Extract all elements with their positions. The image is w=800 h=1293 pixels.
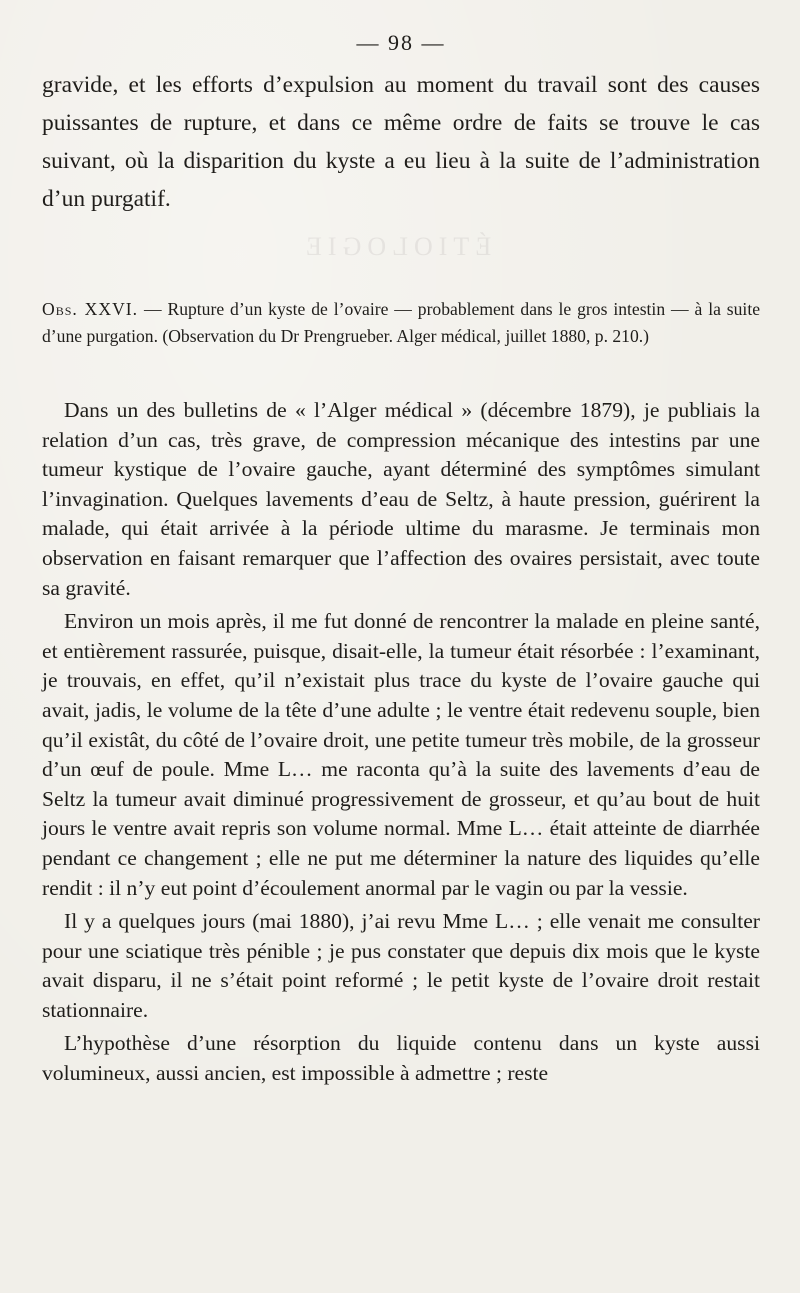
paragraph: Il y a quelques jours (mai 1880), j’ai revu Mme L… ; elle venait me consulter pour une sciatique très pénible ; je pus constater que depuis dix mois que le kyste avait disparu, il ne s’était point reformé ; le petit kyste de l’ovaire droit restait stationnaire. — [42, 909, 760, 1022]
paragraph: Dans un des bulletins de « l’Alger médical » (décembre 1879), je publiais la relation d’un cas, très grave, de compression mécanique des intestins par une tumeur kystique de l’ovaire gauche, ayant déterminé des symptômes simulant l’invagination. Quelques lavements d’eau de Seltz, à haute pression, guérirent la malade, qui était arrivée à la période ultime du marasme. Je terminais mon observation en faisant remarquer que l’affection des ovaires persistait, avec toute sa gravité. — [42, 398, 760, 600]
observation-label: Obs. XXVI. — [42, 299, 139, 319]
observation-text: — Rupture d’un kyste de l’ovaire — probablement dans le gros intestin — à la suite d’une purgation. (Observation du Dr Prengrueber. Alger médical, juillet 1880, p. 210.) — [42, 299, 761, 346]
observation-heading — [42, 296, 760, 350]
bleed-through-text: ÉTIOLOGIE — [300, 232, 492, 261]
paragraph: Environ un mois après, il me fut donné de rencontrer la malade en pleine santé, et entièrement rassurée, puisque, disait-elle, la tumeur était résorbée : l’examinant, je trouvais, en effet, qu’il n’existait plus trace du kyste de l’ovaire gauche qui avait, jadis, le volume de la tête d’une adulte ; le ventre était redevenu souple, bien qu’il existât, du côté de l’ovaire droit, une petite tumeur très mobile, de la grosseur d’un œuf de poule. Mme L… me raconta qu’à la suite des lavements d’eau de Seltz la tumeur avait diminué progressivement de grosseur, et qu’au bout de huit jours le ventre avait repris son volume normal. Mme L… était atteinte de diarrhée pendant ce changement ; elle ne put me déterminer la nature des liquides qu’elle rendit : il n’y eut point d’écoulement anormal par le vagin ou par la vessie. — [42, 609, 760, 900]
body-text — [42, 396, 760, 1089]
page-number: — 98 — — [356, 30, 446, 55]
intro-paragraph: gravide, et les efforts d’expulsion au moment du travail sont des causes puissantes de rupture, et dans ce même ordre de faits se trouve le cas suivant, où la disparition du kyste a eu lieu à la suite de l’administration d’un purgatif. — [42, 72, 760, 212]
paragraph: L’hypothèse d’une résorption du liquide contenu dans un kyste aussi volumineux, aussi ancien, est impossible à admettre ; reste — [42, 1031, 760, 1086]
